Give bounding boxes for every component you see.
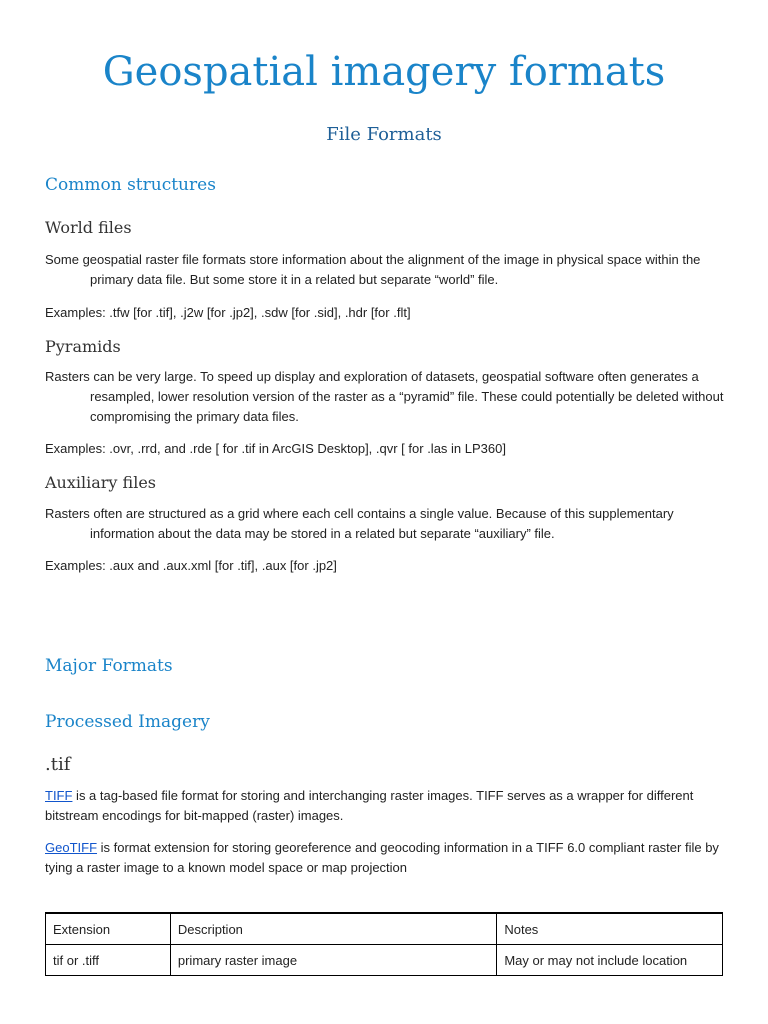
page-subtitle: File Formats xyxy=(326,124,442,145)
page-title: Geospatial imagery formats xyxy=(102,49,666,95)
tiff-link[interactable]: TIFF xyxy=(45,788,73,803)
world-files-examples: Examples: .tfw [for .tif], .j2w [for .jp2], .sdw [for .sid], .hdr [for .flt] xyxy=(45,305,411,320)
table-row xyxy=(46,945,723,976)
subheading-auxiliary-files: Auxiliary files xyxy=(45,473,157,492)
section-heading-processed-imagery: Processed Imagery xyxy=(45,712,210,732)
table-header-row xyxy=(46,913,723,945)
table-cell-description: primary raster image xyxy=(170,945,496,976)
tiff-description xyxy=(45,786,735,826)
tif-extensions-table xyxy=(45,912,723,976)
pyramids-examples: Examples: .ovr, .rrd, and .rde [ for .tif in ArcGIS Desktop], .qvr [ for .las in LP360] xyxy=(45,441,506,456)
section-heading-major-formats: Major Formats xyxy=(45,656,173,676)
geotiff-description xyxy=(45,838,735,878)
geotiff-link[interactable]: GeoTIFF xyxy=(45,840,98,855)
tiff-description-text: is a tag-based file format for storing and interchanging raster images. TIFF serves as a wrapper for different bitstream encodings for bit-mapped (raster) images. xyxy=(45,788,694,823)
world-files-description: Some geospatial raster file formats store information about the alignment of the image in physical space within the primary data file. But some store it in a related but separate “world” file. xyxy=(45,252,701,287)
auxiliary-files-examples: Examples: .aux and .aux.xml [for .tif], .aux [for .jp2] xyxy=(45,558,337,573)
pyramids-description: Rasters can be very large. To speed up display and exploration of datasets, geospatial software often generates a resampled, lower resolution version of the raster as a “pyramid” file. These could potentially be deleted without compromising the primary data files. xyxy=(45,369,724,424)
column-header-description: Description xyxy=(170,913,496,945)
table-cell-extension: tif or .tiff xyxy=(46,945,171,976)
auxiliary-files-description: Rasters often are structured as a grid where each cell contains a single value. Because of this supplementary information about the data may be stored in a related but separate “auxiliary” file. xyxy=(45,506,674,541)
column-header-extension: Extension xyxy=(46,913,171,945)
subheading-pyramids: Pyramids xyxy=(45,337,121,356)
table-cell-notes: May or may not include location xyxy=(497,945,723,976)
subheading-world-files: World files xyxy=(45,218,132,237)
subheading-tif: .tif xyxy=(45,754,71,775)
column-header-notes: Notes xyxy=(497,913,723,945)
section-heading-common-structures: Common structures xyxy=(45,175,216,195)
geotiff-description-text: is format extension for storing georeference and geocoding information in a TIFF 6.0 compliant raster file by tying a raster image to a known model space or map projection xyxy=(45,840,719,875)
